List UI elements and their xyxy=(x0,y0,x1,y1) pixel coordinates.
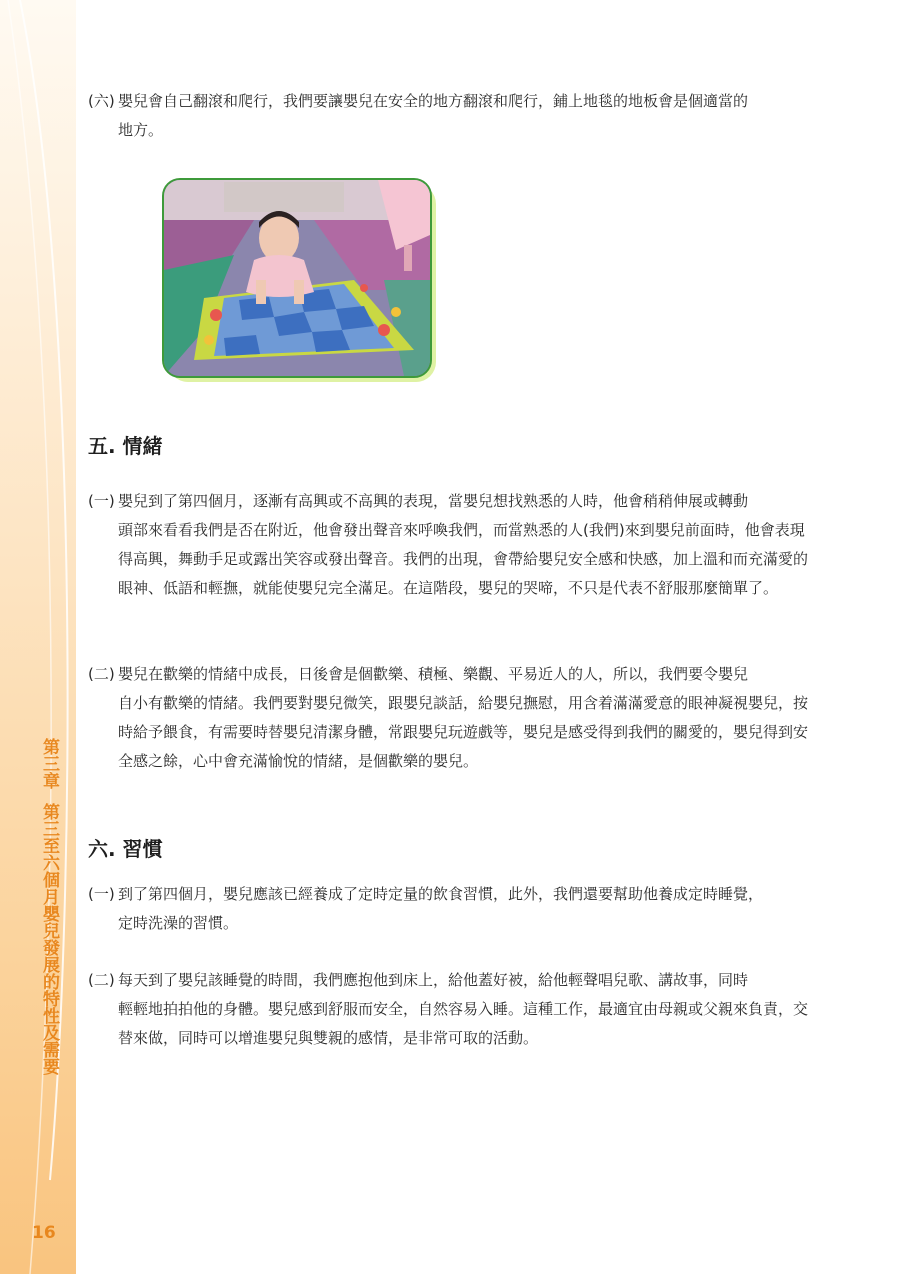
section-heading-emotions: 五. 情緒 xyxy=(88,434,163,458)
list-marker: (二) xyxy=(88,665,115,683)
baby-crawling-on-mat-photo xyxy=(162,178,432,378)
list-item-continuation: 地方。 xyxy=(118,121,164,139)
chapter-side-title xyxy=(30,738,58,1075)
section-heading-habits: 六. 習慣 xyxy=(88,837,163,861)
list-marker: (一) xyxy=(88,885,115,903)
list-item xyxy=(88,966,818,1053)
chapter-label: 第三章 xyxy=(39,738,59,789)
list-item-crawling xyxy=(88,87,818,145)
list-item-first-line: 嬰兒會自己翻滾和爬行，我們要讓嬰兒在安全的地方翻滾和爬行，鋪上地毯的地板會是個適當的 xyxy=(118,92,749,110)
list-item-first-line: 嬰兒在歡樂的情緒中成長，日後會是個歡樂、積極、樂觀、平易近人的人，所以，我們要令嬰兒 xyxy=(118,665,749,683)
list-marker: (二) xyxy=(88,971,115,989)
list-marker: (一) xyxy=(88,492,115,510)
list-marker: (六) xyxy=(88,92,115,110)
chapter-section-title: 第三至六個月嬰兒發展的特性及需要 xyxy=(39,803,59,1075)
page-number: 16 xyxy=(32,1223,56,1243)
list-item-continuation: 定時洗澡的習慣。 xyxy=(118,914,239,932)
list-item-continuation: 自小有歡樂的情緒。我們要對嬰兒微笑，跟嬰兒談話，給嬰兒撫慰，用含着滿滿愛意的眼神凝視嬰兒，按時給予餵食，有需要時替嬰兒清潔身體，常跟嬰兒玩遊戲等，嬰兒是感受得到我們的關愛的，嬰兒得到安全感之餘，心中會充滿愉悅的情緒，是個歡樂的嬰兒。 xyxy=(118,694,809,770)
list-item xyxy=(88,880,818,938)
list-item-first-line: 嬰兒到了第四個月，逐漸有高興或不高興的表現，當嬰兒想找熟悉的人時，他會稍稍伸展或轉動 xyxy=(118,492,749,510)
list-item xyxy=(88,660,818,776)
list-item-continuation: 頭部來看看我們是否在附近，他會發出聲音來呼喚我們，而當熟悉的人(我們)來到嬰兒前面時，他會表現得高興，舞動手足或露出笑容或發出聲音。我們的出現，會帶給嬰兒安全感和快感，加上溫和而充滿愛的眼神、低語和輕撫，就能使嬰兒完全滿足。在這階段，嬰兒的哭啼，不只是代表不舒服那麼簡單了。 xyxy=(118,521,809,597)
sidebar-curve-decoration xyxy=(0,0,76,1274)
list-item xyxy=(88,487,818,603)
baby-photo xyxy=(160,176,438,384)
list-item-continuation: 輕輕地拍拍他的身體。嬰兒感到舒服而安全，自然容易入睡。這種工作，最適宜由母親或父親來負責，交替來做，同時可以增進嬰兒與雙親的感情，是非常可取的活動。 xyxy=(118,1000,809,1047)
list-item-first-line: 到了第四個月，嬰兒應該已經養成了定時定量的飲食習慣，此外，我們還要幫助他養成定時睡覺， xyxy=(118,885,764,903)
list-item-first-line: 每天到了嬰兒該睡覺的時間，我們應抱他到床上，給他蓋好被，給他輕聲唱兒歌、講故事，同時 xyxy=(118,971,749,989)
